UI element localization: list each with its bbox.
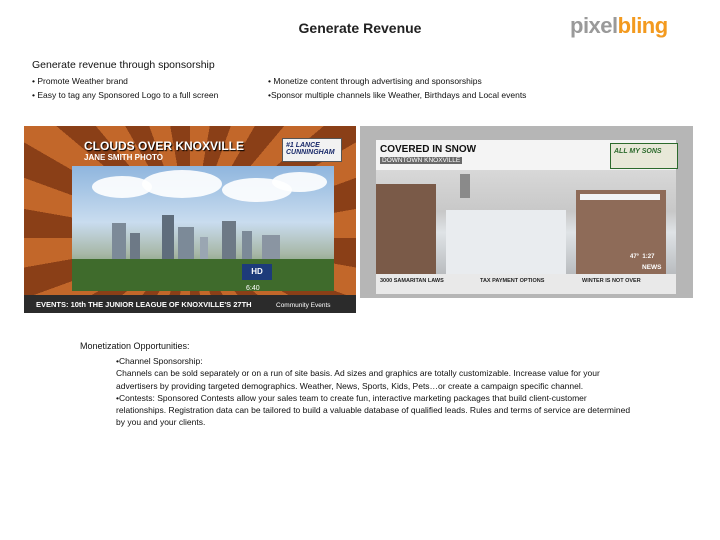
station-logo: HD — [242, 264, 272, 280]
pixelbling-logo — [570, 13, 668, 39]
temperature-readout — [630, 254, 654, 260]
anchor-badge-text: #1 LANCE CUNNINGHAM — [286, 142, 335, 156]
temperature-value: 47° — [630, 254, 640, 260]
left-bullet-2: • Easy to tag any Sponsored Logo to a full screen — [32, 90, 219, 100]
contests-title: •Contests: — [116, 392, 155, 403]
channel-sponsorship-title: •Channel Sponsorship: — [116, 356, 203, 366]
contests-paragraph — [116, 392, 638, 429]
right-photo-location: DOWNTOWN KNOXVILLE — [382, 157, 461, 164]
news-station-logo: NEWS — [642, 264, 662, 271]
covered-in-snow-screenshot — [360, 126, 693, 298]
lower-third-bar — [376, 274, 676, 294]
left-bullet-1: • Promote Weather brand — [32, 76, 128, 86]
intro-subtitle: Generate revenue through sponsorship — [32, 59, 215, 71]
logo-part-2: bling — [617, 13, 668, 38]
channel-sponsorship-text: Channels can be sold separately or on a run of site basis. Ad sizes and graphics are totally customizable. Increase value for your advertisers by providing targeted demographics. Weather, News, Sports, Kids, Pets…or create a campaign specific channel. — [116, 368, 600, 391]
right-bullet-1: • Monetize content through advertising and sponsorships — [268, 76, 482, 86]
sponsor-logo-box — [610, 143, 678, 169]
contests-text: Sponsored Contests allow your sales team to create fun, interactive marketing packages that build client-customer relationships. Registration data can be tailored to build a valuable database of qualified leads. Rules and terms of service are determined by you and your clients. — [116, 392, 631, 428]
time-value: 1:27 — [642, 254, 655, 260]
left-photo-headline: CLOUDS OVER KNOXVILLE — [84, 139, 245, 153]
monetization-body — [116, 355, 638, 429]
ticker-text: EVENTS: 10th THE JUNIOR LEAGUE OF KNOXVILLE'S 27TH — [36, 300, 252, 309]
knoxville-clouds-screenshot — [24, 126, 356, 313]
tree-line — [72, 259, 334, 291]
sponsor-logo-text: ALL MY SONS — [614, 148, 662, 155]
page-title: Generate Revenue — [298, 20, 422, 36]
monetization-heading: Monetization Opportunities: — [80, 341, 190, 351]
right-bullet-list — [268, 74, 526, 102]
logo-part-1: pixel — [570, 13, 618, 38]
left-bullet-list — [32, 74, 218, 102]
city-skyline-image — [72, 166, 334, 291]
right-photo-headline: COVERED IN SNOW — [380, 144, 477, 155]
left-photo-credit: JANE SMITH PHOTO — [84, 153, 163, 162]
lower-item-1: 3000 SAMARITAN LAWS — [380, 278, 444, 284]
ticker-right-text: Community Events — [276, 302, 331, 309]
lower-item-2: TAX PAYMENT OPTIONS — [480, 278, 545, 284]
left-photo-clock: 6:40 — [246, 285, 260, 292]
lower-item-3: WINTER IS NOT OVER — [582, 278, 641, 284]
right-bullet-2: •Sponsor multiple channels like Weather, Birthdays and Local events — [268, 90, 527, 100]
